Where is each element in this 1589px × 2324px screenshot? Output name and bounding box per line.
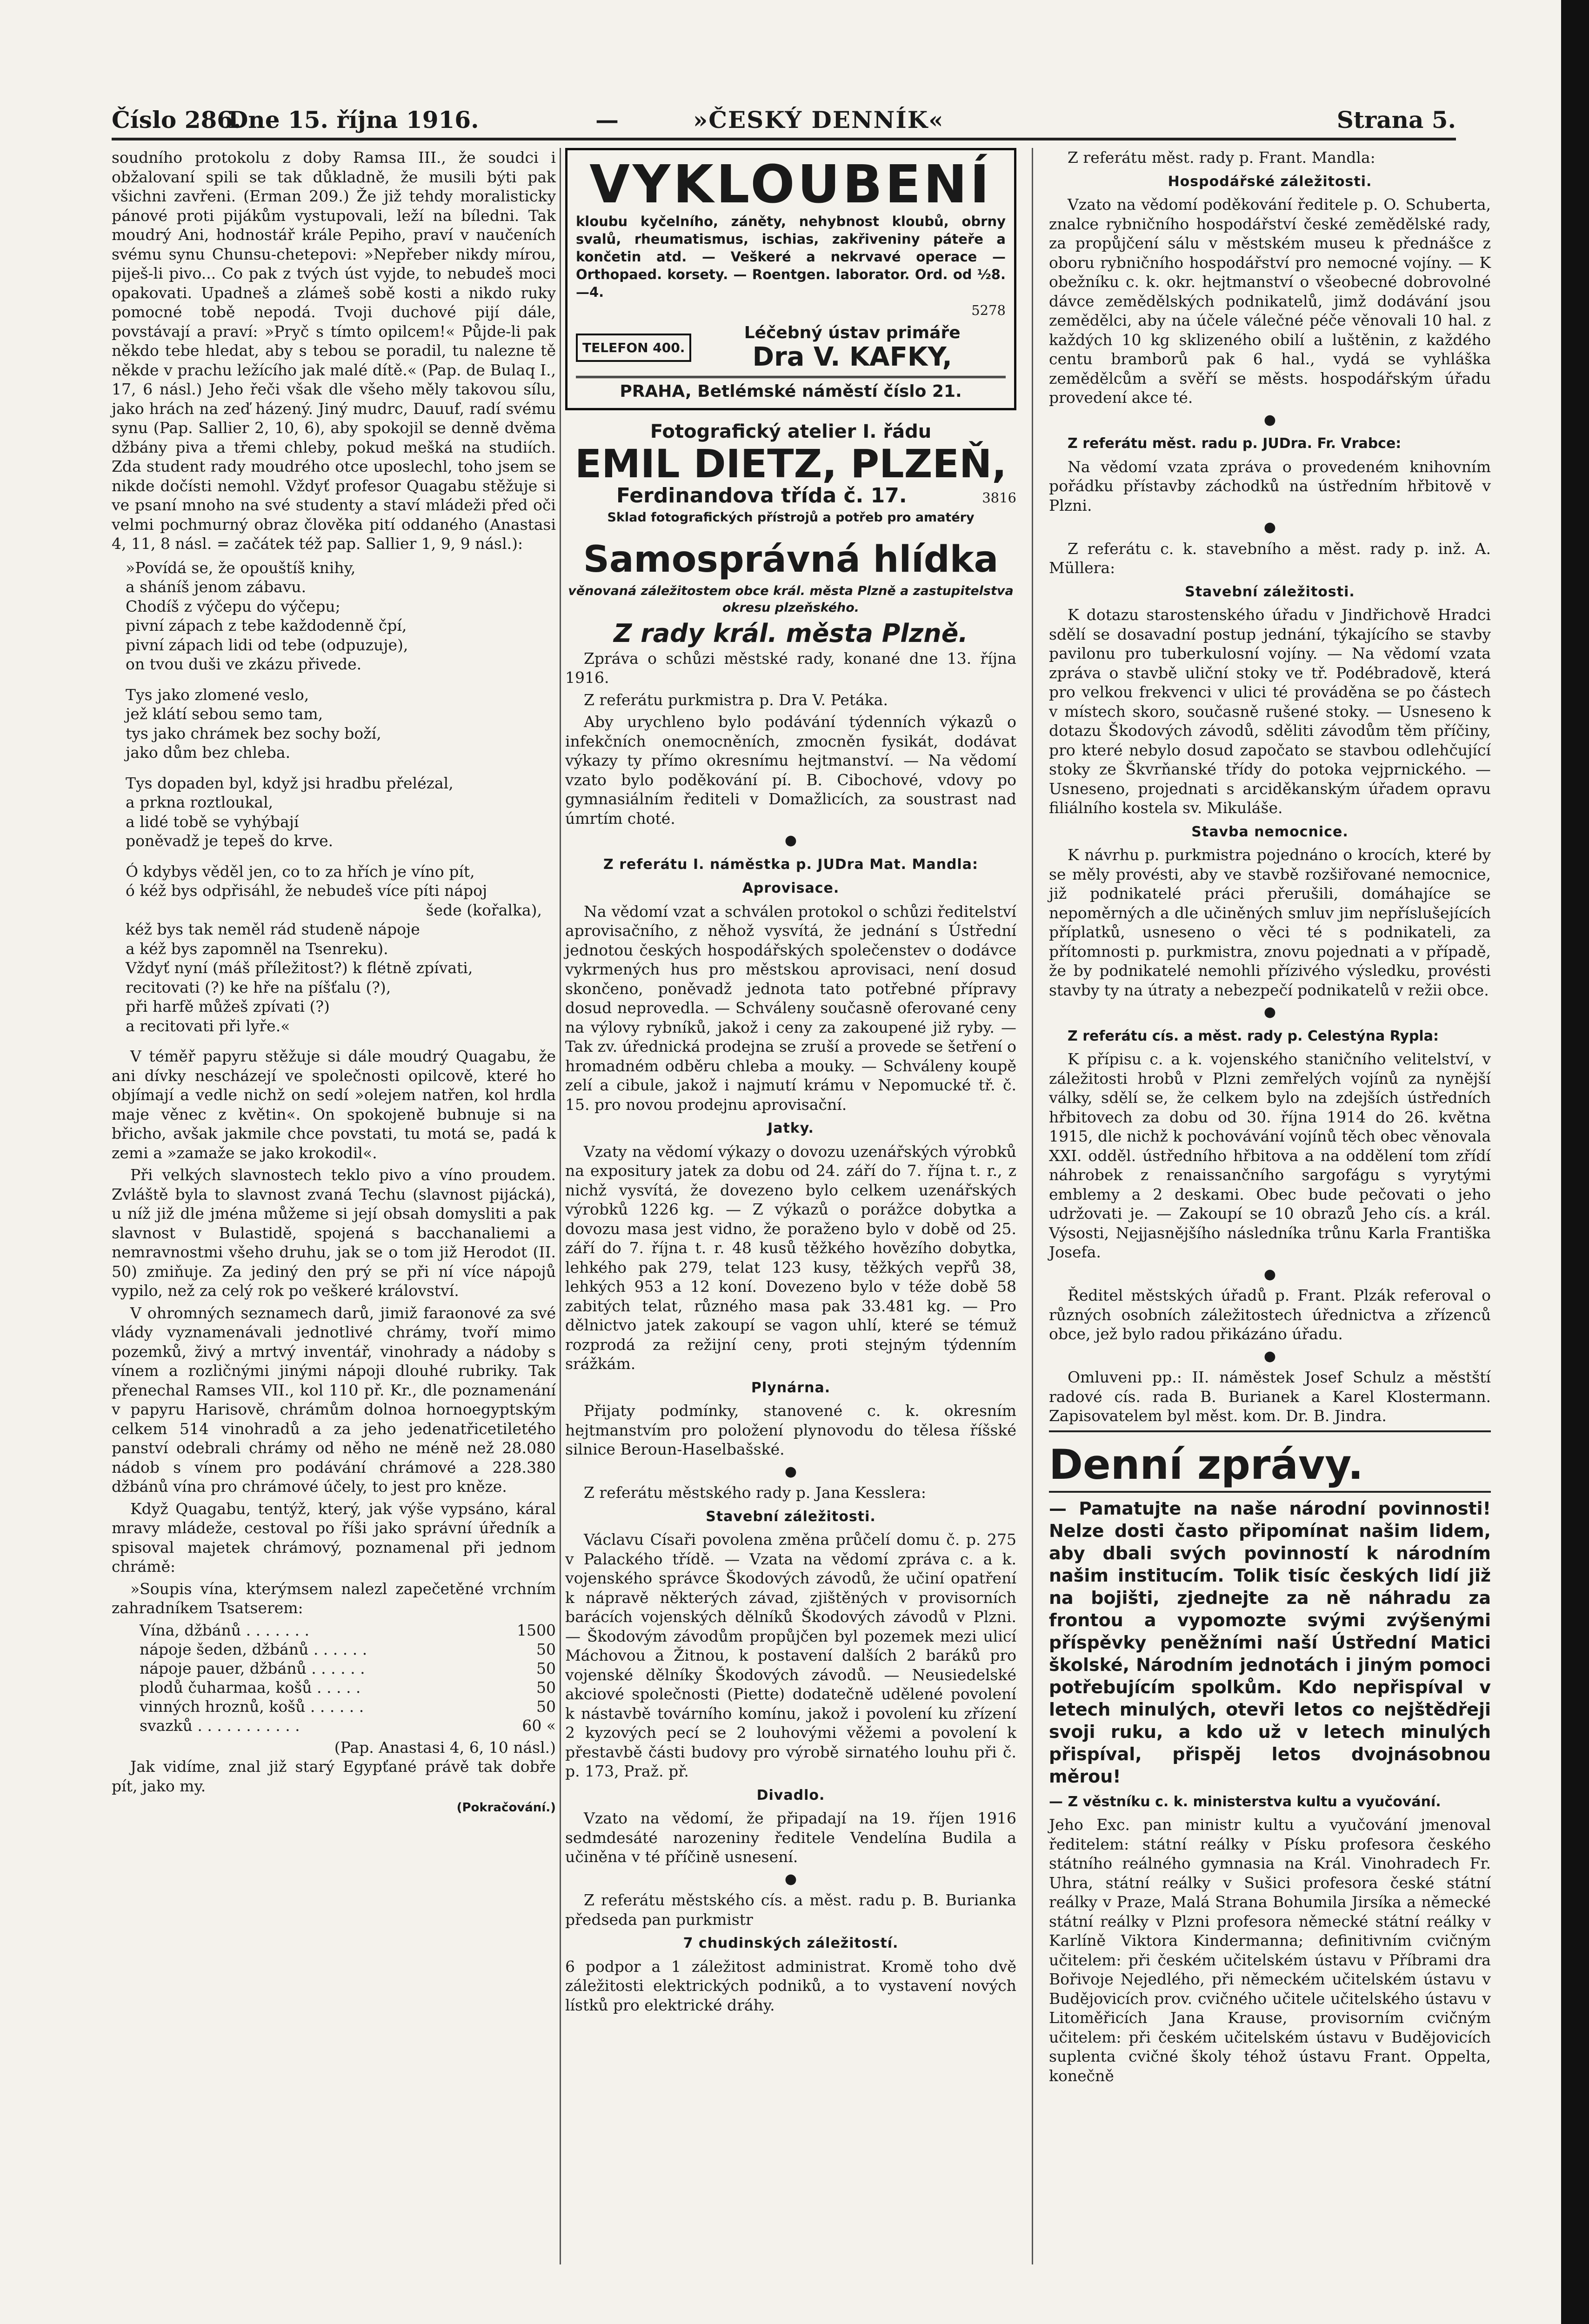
paragraph: V téměř papyru stěžuje si dále moudrý Quagabu, že ani dívky nescházejí ve společnosti opilcově, které ho objímají a vedle nichž on sedí »olejem natřen, kol hrdla maje věnec z květin«. On spokojeně bubnuje si na břicho, avšak jakmile chce povstati, tu motá se, padá k zemi a »zamaže se jako krokodil«. [112, 1047, 556, 1162]
column-2 [565, 148, 1016, 2017]
poem-line: kéž bys tak neměl rád studeně nápoje [126, 920, 420, 938]
column-1 [112, 148, 556, 1818]
poem-line: tys jako chrámek bez sochy boží, [126, 724, 381, 742]
column-divider [560, 148, 561, 2264]
poem-line: »Povídá se, že opouštíš knihy, [126, 558, 356, 577]
paragraph: Z referátu purkmistra p. Dra V. Petáka. [584, 690, 888, 709]
issue-number: Číslo 286. [112, 106, 241, 134]
paragraph: Aby urychleno bylo podávání týdenních výkazů o infekčních onemocněních, zmocněn fysikát, dodávat výkazy ty přímo okresnímu hejtmanství. — Na vědomí vzato bylo poděkování pí. B. Cibochové, vdovy po gymnasiálním řediteli v Domažlicích, za soustrast nad úmrtím choté. [565, 713, 1016, 828]
ad-number: 3816 [982, 490, 1016, 506]
poem-line: pivní zápach z tebe každodenně čpí, [126, 616, 407, 634]
bold-notice: — Pamatujte na naše národní povinnosti! Nelze dosti často připomínat našim lidem, aby dbali svých povinností k národním našim institucím. Tolik tisíc českých lidí již na bojišti, zjednejte za ně náhradu za frontou a vypomozte svými zvýšenými příspěvky peněžními naší Ústřední Matici školské, Národním jednotách i jiným pomoci potřebujícím spolkům. Kdo nepřispíval v letech minulých, otevři letos co nejštědřeji svoji ruku, a kdo už v letech minulých přispíval, přispěj letos dvojnásobnou měrou! [1049, 1498, 1491, 1787]
poem-line: a recitovati při lyře.« [126, 1016, 290, 1035]
list-item: svazků . . . . . . . . . . . 60 « [140, 1716, 556, 1735]
list-item: plodů čuharmaa, košů . . . . . 50 [140, 1678, 556, 1696]
advertisement-kafka [565, 148, 1016, 410]
paragraph: Z referátu městského cís. a měst. radu p. B. Burianka předseda pan purkmistr [565, 1891, 1016, 1929]
poem-line: jako dům bez chleba. [126, 743, 291, 761]
section-heading: Z rady král. města Plzně. [614, 619, 968, 648]
paragraph: Z referátu městského rady p. Jana Kesslera: [584, 1483, 926, 1502]
column-divider [1032, 148, 1033, 2264]
poem-line: a lidé tobě se vyhýbají [126, 812, 299, 831]
advertisement-dietz [565, 422, 1016, 528]
column-3 [1049, 148, 1491, 2088]
paragraph: K přípisu c. a k. vojenského staničního velitelství, v záležitosti hrobů v Plzni zemřelých vojínů za nynější války, sdělí se, že celkem bylo na zdejších ústředních hřbitovech za dobu od 30. října 1914 do 26. května 1915, dle nichž k pochovávání vojínů těch obec věnovala XXI. odděl. ústředního hřbitova a na oddělení tom zřídí náhrobek z renaissančního sargofágu s vyrytými emblemy a 2 deskami. Obec bude pečovati o jeho udržovati je. — Zakoupí se 10 obrazů Jeho cís. a král. Výsosti, Nejjasnějšího následníka trůnu Karla Františka Josefa. [1049, 1050, 1491, 1261]
page-header [112, 106, 1456, 139]
separator-bullet: ● [1263, 519, 1276, 535]
ad-line: Fotografický atelier I. řádu [650, 421, 932, 442]
list-item: nápoje šeden, džbánů . . . . . . 50 [140, 1640, 556, 1658]
paragraph: Z referátu c. k. stavebního a měst. rady p. inž. A. Müllera: [1049, 539, 1491, 577]
ad-phone: TELEFON 400. [576, 334, 691, 362]
subheading: Jatky. [768, 1120, 814, 1136]
ad-title: VYKLOUBENÍ [589, 154, 992, 215]
poem-line: a kéž bys zapomněl na Tsenreku). [126, 939, 388, 958]
poem-line: Chodíš z výčepu do výčepu; [126, 597, 340, 615]
paragraph: 6 podpor a 1 záležitost administrat. Kromě toho dvě záležitosti elektrických podniků, a to vystavení nových lístků pro elektrické dráhy. [565, 1957, 1016, 2014]
poem-stanza [126, 774, 556, 851]
section-rule [1049, 1491, 1491, 1493]
scan-edge [1561, 0, 1589, 2324]
poem-line: jež klátí sebou semo tam, [126, 705, 323, 723]
paragraph: Omluveni pp.: II. náměstek Josef Schulz a městští radové cís. rada B. Burianek a Karel Klostermann. Zapisovatelem byl měst. kom. Dr. B. Jindra. [1049, 1368, 1491, 1425]
poem-line: a prkna roztloukal, [126, 793, 274, 811]
ad-rule [576, 376, 1006, 378]
poem-line: při harfě můžeš zpívati (?) [126, 997, 330, 1015]
paragraph: Jak vidíme, znal již starý Egypťané právě tak dobře pít, jako my. [112, 1757, 556, 1795]
separator-bullet: ● [784, 832, 797, 848]
poem-stanza [126, 862, 556, 1036]
subheading: Hospodářské záležitosti. [1168, 173, 1372, 190]
subheading: Z referátu I. náměstka p. JUDra Mat. Mandla: [603, 856, 978, 873]
issue-date: Dne 15. října 1916. [228, 106, 479, 134]
paragraph: K dotazu starostenského úřadu v Jindřichově Hradci sdělí se dosavadní postup jednání, týkajícího se stavby pavilonu pro tuberkulosní vojíny. — Na vědomí vzata zpráva o stavbě uliční stoky ve tř. Podébradově, která pro velkou frekvenci v ulici té prováděna se po částech v místech skoro, současně rušené stoky. — Usneseno k dotazu Škodových závodů, sděliti závodům těm příčiny, pro které nebylo dosud započato se stavbou odlehčující stoky ze Škvrňanské třídy do potoka vejprnického. — Usneseno, projednati s arciděkanským úřadem opravu filiálního kostela sv. Mikuláše. [1049, 606, 1491, 817]
poem-line: a sháníš jenom zábavu. [126, 578, 307, 596]
separator-bullet: ● [1263, 411, 1276, 428]
paragraph: K návrhu p. purkmistra pojednáno o krocích, které by se měly provésti, aby ve stavbě rozšiřované nemocnice, již podnikatelé práci přerušili, domáhajíce se nepoměrných a dle učiněných smluv jim nepříslušejících příplatků, usneseno o věci té s podnikateli, za přítomnosti p. purkmistra, znovu pojednati a v případě, že by podnikatelé nemohli přízivého výsledku, provésti stavby ty na útraty a nebezpečí podnikatelů v režii obce. [1049, 846, 1491, 999]
paragraph: V ohromných seznamech darů, jimiž faraonové za své vlády vyznamenávali jednotlivé chrámy, tvoří mimo pozemků, živý a mrtvý inventář, vinohrady a nádoby s vínem a rozličnými jinými nápoji dlouhé rubriky. Tak přenechal Ramses VII., kol 110 př. Kr., dle poznamenání v papyru Harisově, chrámům dolnoa hornoegyptským celkem 514 vinohradů a za jeho jedenatřicetiletého panství odebrali chrámy od něho ne méně než 28.080 nádob s vínem pro podávání chrámové a 228.380 džbánů vína pro chrámové účely, to jest pro kněze. [112, 1303, 556, 1496]
section-title: Samosprávná hlídka [583, 539, 999, 581]
paragraph: Když Quagabu, tentýž, který, jak výše vypsáno, káral mravy mládeže, cestoval po říši jako správní úředník a spisoval majetek chrámový, poznamenal při jednom chrámě: [112, 1499, 556, 1576]
poem-stanza [126, 558, 556, 674]
paragraph: Václavu Císaři povolena změna průčelí domu č. p. 275 v Palackého třídě. — Vzata na vědomí zpráva c. a k. vojenského správce Škodových závodů, že učiní opatření k nápravě některých závad, zjištěných v provisorních barácích vojenských dělníků Škodových závodů v Plzni. — Škodovým závodům propůjčen byl pozemek mezi ulicí Máchovou a Žitnou, k postavení dalších 2 baráků pro vojenské dělníky Škodových závodů. — Neusiedelské akciové společnosti (Piette) dodatečně udělené povolení k nástavbě továrního komínu, jakož i povolení ku zřízení 2 kyzových pecí se 2 louhovými věžemi a povolení k přestavbě části budovy pro výrobě sirnatého louhu při č. p. 173, Praž. př. [565, 1530, 1016, 1780]
section-title: Denní zprávy. [1049, 1440, 1363, 1489]
separator-bullet: ● [1263, 1004, 1276, 1020]
poem-line: Ó kdybys věděl jen, co to za hřích je víno pít, [126, 862, 475, 881]
ad-number: 5278 [971, 302, 1006, 318]
ad-text: kloubu kyčelního, záněty, nehybnost kloubů, obrny svalů, rheumatismus, ischias, zakřiveniny páteře a končetin atd. — Veškeré a nekrvavé operace — Orthopaed. korsety. — Roentgen. laborator. Ord. od ½8.—4. [576, 214, 1006, 300]
paragraph: Na vědomí vzata zpráva o provedeném knihovním pořádku přístavby záchodků na ústředním hřbitově v Plzni. [1049, 457, 1491, 514]
ad-street: Ferdinandova třída č. 17. [616, 484, 907, 508]
ad-contact [576, 323, 1006, 373]
ad-address: PRAHA, Betlémské náměstí číslo 21. [620, 382, 962, 401]
continuation-note: (Pokračování.) [456, 1801, 556, 1815]
section-subtitle: věnovaná záležitostem obce král. města Plzně a zastupitelstva okresu plzeňského. [568, 584, 1014, 615]
ad-sklad: Sklad fotografických přístrojů a potřeb pro amatéry [607, 510, 975, 525]
header-rule [112, 138, 1456, 140]
paragraph: Vzato na vědomí poděkování ředitele p. O. Schuberta, znalce rybničního hospodářství české zemědělské rady, za propůjčení sálu v městském museu k přednášce z oboru rybničního hospodářství pro nemocné vojíny. — K obežníku c. k. okr. hejtmanství o všeobecné dobrovolné dávce zemědělských podnikatelů, jimž dodávání jsou zemědělci, aby na účele válečné péče věnovali 10 hal. z každých 10 kg sklizeného obilí a luštěnin, z každého centu bramborů pak 6 hal., vydá se vyhláška zemědělcům a svěří se městs. hospodářským úřadu provedení akce té. [1049, 195, 1491, 407]
poem-line: ó kéž bys odpřisáhl, že nebudeš více píti nápoj [126, 882, 487, 900]
masthead: »ČESKÝ DENNÍK« [693, 106, 944, 134]
subheading: Plynárna. [751, 1379, 831, 1396]
page-number: Strana 5. [1336, 106, 1456, 134]
separator-bullet: ● [1263, 1348, 1276, 1364]
paragraph: Přijaty podmínky, stanovené c. k. okresním hejtmanstvím pro položení plynovodu do tělesa říšské silnice Beroun-Haselbašské. [565, 1402, 1016, 1458]
wine-inventory-list [112, 1621, 556, 1735]
subheading: Stavba nemocnice. [1191, 823, 1349, 840]
paragraph: Zpráva o schůzi městské rady, konané dne 13. října 1916. [565, 649, 1016, 687]
ad-doctor: Dra V. KAFKY, [752, 342, 952, 372]
paragraph: Vzaty na vědomí výkazy o dovozu uzenářských výrobků na expositury jatek za dobu od 24. září do 7. října t. r., z nichž vysvítá, že dovezeno bylo celkem uzenářských výrobků 1226 kg. — Z výkazů o porážce dobytka a dovozu masa jest vidno, že poraženo bylo v době od 25. září do 7. října t. r. 48 kusů těžkého hovězího dobytka, lehkého pak 279, telat 123 kusy, těžkých vepřů 38, lehkých 953 a 12 koní. Dovezeno bylo v téže době 58 zabitých telat, různého masa pak 33.481 kg. — Pro dělnictvo jatek zakoupí se vagon uhlí, které se témuž rozprodá za režijní ceny, proti stejným týdenním srážkám. [565, 1142, 1016, 1373]
poem-line: Tys jako zlomené veslo, [126, 685, 309, 704]
poem-line: poněvadž je tepeš do krve. [126, 832, 334, 850]
paragraph: Z referátu měst. rady p. Frant. Mandla: [1068, 148, 1375, 167]
paragraph: Na vědomí vzat a schválen protokol o schůzi ředitelství aprovisačního, z něhož vysvítá, že jednání s Ústřední jednotou českých hospodářských společenstev o dodávce vykrmených hus pro městskou aprovisaci, není dosud skončeno, poněvadž jednota tato potřebné přípravy dosud neprovedla. — Schváleny současně oferované ceny na výlovy rybníků, jakož i ceny za zakoupené již ryby. — Tak zv. úřednická prodejna se zruší a provede se šetření o hromadném odběru chleba a mouky. — Schváleny koupě zelí a cibule, jakož i najmutí krámu v Nepomucké tř. č. 15. pro novou prodejnu aprovisační. [565, 902, 1016, 1114]
subheading: Stavební záležitosti. [706, 1508, 876, 1525]
separator-bullet: ● [784, 1870, 797, 1887]
header-dash: — [595, 106, 619, 134]
separator-bullet: ● [784, 1463, 797, 1480]
subheading: Z referátu měst. radu p. JUDra. Fr. Vrabce: [1068, 435, 1402, 452]
subheading: Aprovisace. [742, 880, 840, 896]
separator-bullet: ● [1263, 1266, 1276, 1282]
poem-stanza [126, 685, 556, 762]
ad-name: EMIL DIETZ, PLZEŇ, [574, 441, 1007, 487]
list-item: nápoje pauer, džbánů . . . . . . 50 [140, 1659, 556, 1677]
poem-line: on tvou duši ve zkázu přivede. [126, 655, 362, 673]
paragraph: Při velkých slavnostech teklo pivo a víno proudem. Zvláště byla to slavnost zvaná Techu (slavnost pijácká), u níž již dle jména můžeme si její obsah domysliti a pak slavnost v Bulastidě, spojená s bacchanaliemi a nemravnostmi všeho druhu, jak se o tom již Herodot (II. 50) zmiňuje. Za jediný den prý se při ní více nápojů vypilo, než za celý rok po veškeré království. [112, 1166, 556, 1300]
poem-line: Tys dopaden byl, když jsi hradbu přelézal, [126, 774, 454, 792]
paragraph: soudního protokolu z doby Ramsa III., že soudci i obžalovaní spili se tak důkladně, že musili býti pak všichni zavřeni. (Erman 209.) Že již tehdy moralisticky pánové proti pijákům vystupovali, leží na bíledni. Tak moudrý Ani, hodnostář krále Pepiho, praví v naučeních svému synu Chunsu-chetepovi: »Nepřeber nikdy mírou, piješ-li pivo... Co pak z tvých úst vyjde, to nebudeš moci opakovati. Upadneš a zlámeš sobě kosti a nikdo ruky pomocné tobě nepodá. Tvoji duchové pijí dále, povstávají a praví: »Pryč s tímto opilcem!« Půjde-li pak někdo tebe hledat, aby s tebou se poradil, tu nalezne tě někde v prachu ležícího jak malé dítě.« (Pap. de Bulaq I., 17, 6 násl.) Jeho řeči však dle všeho měly takovou sílu, jako hrách na zeď házený. Jiný mudrc, Dauuf, radí svému synu (Pap. Sallier 2, 10, 6), aby spokojil se denně dvěma džbány piva a třemi chleby, pokud mešká na studiích. Zda student rady moudrého otce uposlechl, toho jsem se nikde dočísti nemohl. Vždyť profesor Quagabu stěžuje si ve psaní mnoho na své studenty a staví mládeži před oči velmi pochmurný obraz člověka pití oddaného (Anastasi 4, 11, 8 násl. = začátek též pap. Sallier 1, 9, 9 násl.): [112, 148, 556, 553]
paragraph: Jeho Exc. pan ministr kultu a vyučování jmenoval ředitelem: státní reálky v Písku profesora českého státního reálného gymnasia na Král. Vinohradech Fr. Uhra, státní reálky v Sušici profesora české státní reálky v Praze, Malá Strana Bohumila Jirsíka a německé státní reálky v Plzni profesora německé státní reálky v Karlíně Viktora Kindermanna; definitivním cvičným učitelem: při českém učitelském ústavu v Příbrami dra Bořivoje Nejedlého, při německém učitelském ústavu v Budějovicích prov. cvičného učitele učitelského ústavu v Litoměřicích Jana Krause, provisorním cvičným učitelem: při českém učitelském ústavu v Budějovicích suplenta cvičné školy téhož ústavu Frant. Oppelta, konečně [1049, 1816, 1491, 2085]
subheading: Divadlo. [756, 1787, 825, 1803]
subheading: 7 chudinských záležitostí. [683, 1935, 899, 1951]
paragraph: Vzato na vědomí, že připadají na 19. říjen 1916 sedmdesáté narozeniny ředitele Vendelína Budila a učiněna v té příčině usnesení. [565, 1809, 1016, 1866]
poem-line: šede (kořalka), [426, 901, 542, 919]
section-rule [1049, 1430, 1491, 1432]
paragraph: »Soupis vína, kterýmsem nalezl zapečetěné vrchním zahradníkem Tsatserem: [112, 1579, 556, 1617]
poem-line: recitovati (?) ke hře na píšťalu (?), [126, 978, 391, 996]
subheading: — Z věstníku c. k. ministerstva kultu a vyučování. [1049, 1793, 1441, 1810]
poem-line: Vždyť nyní (máš příležitost?) k flétně zpívati, [126, 959, 473, 977]
subheading: Stavební záležitosti. [1185, 583, 1355, 600]
list-item: Vína, džbánů . . . . . . . 1500 [140, 1621, 556, 1639]
poem-line: pivní zápach lidi od tebe (odpuzuje), [126, 635, 408, 654]
ad-institute: Léčebný ústav primáře [744, 323, 961, 342]
source-reference: (Pap. Anastasi 4, 6, 10 násl.) [334, 1738, 556, 1756]
list-item: vinných hroznů, košů . . . . . . 50 [140, 1697, 556, 1716]
subheading: Z referátu cís. a měst. rady p. Celestýna Rypla: [1068, 1028, 1439, 1044]
paragraph: Ředitel městských úřadů p. Frant. Plzák referoval o různých osobních záležitostech úřednictva a zřízenců obce, jež bylo radou přikázáno úřadu. [1049, 1286, 1491, 1343]
